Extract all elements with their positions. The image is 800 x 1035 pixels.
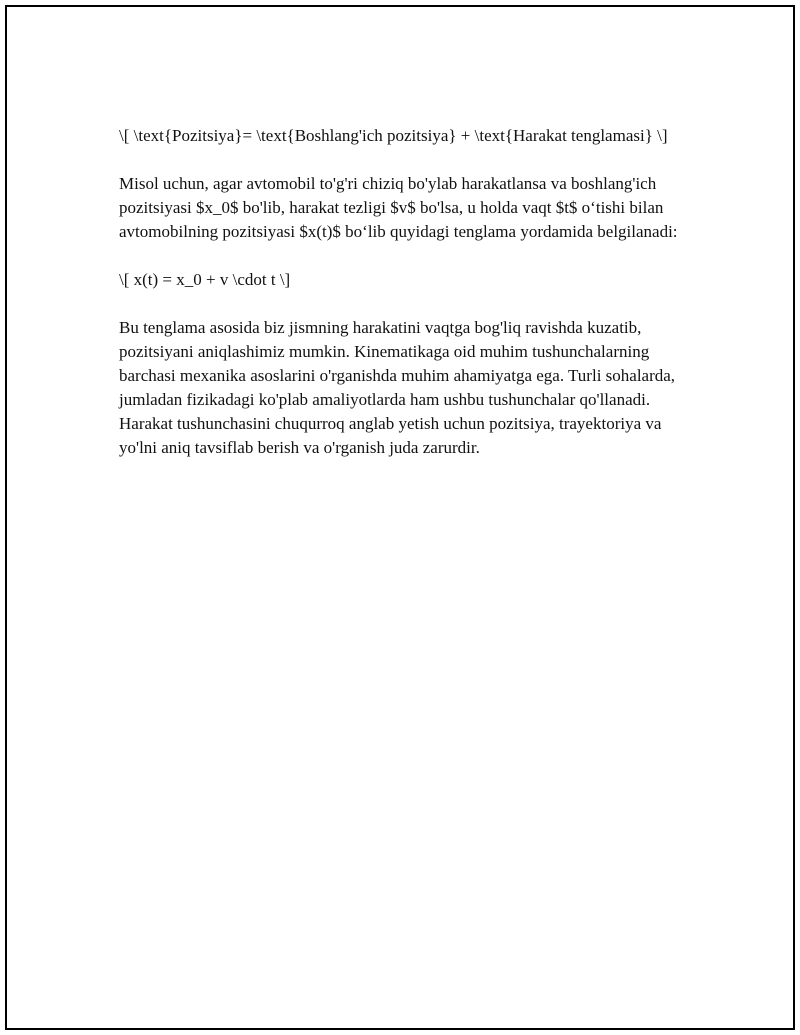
example-paragraph: Misol uchun, agar avtomobil to'g'ri chiziq bo'ylab harakatlansa va boshlang'ich pozitsiyasi $x_0$ bo'lib, harakat tezligi $v$ bo'lsa, u holda vaqt $t$ o‘tishi bilan avtomobilning pozitsiyasi $x(t)$ bo‘lib quyidagi tenglama yordamida belgilanadi: — [119, 174, 678, 241]
page-content — [119, 124, 699, 460]
formula-position-equation: \[ \text{Pozitsiya}= \text{Boshlang'ich pozitsiya} + \text{Harakat tenglamasi} \] — [119, 126, 668, 145]
formula-motion-equation: \[ x(t) = x_0 + v \cdot t \] — [119, 270, 291, 289]
page-frame — [5, 5, 795, 1030]
conclusion-paragraph: Bu tenglama asosida biz jismning harakatini vaqtga bog'liq ravishda kuzatib, pozitsiyani aniqlashimiz mumkin. Kinematikaga oid muhim tushunchalarning barchasi mexanika asoslarini o'rganishda muhim ahamiyatga ega. Turli sohalarda, jumladan fizikadagi ko'plab amaliyotlarda ham ushbu tushunchalar qo'llanadi. Harakat tushunchasini chuqurroq anglab yetish uchun pozitsiya, trayektoriya va yo'lni aniq tavsiflab berish va o'rganish juda zarurdir. — [119, 318, 676, 457]
